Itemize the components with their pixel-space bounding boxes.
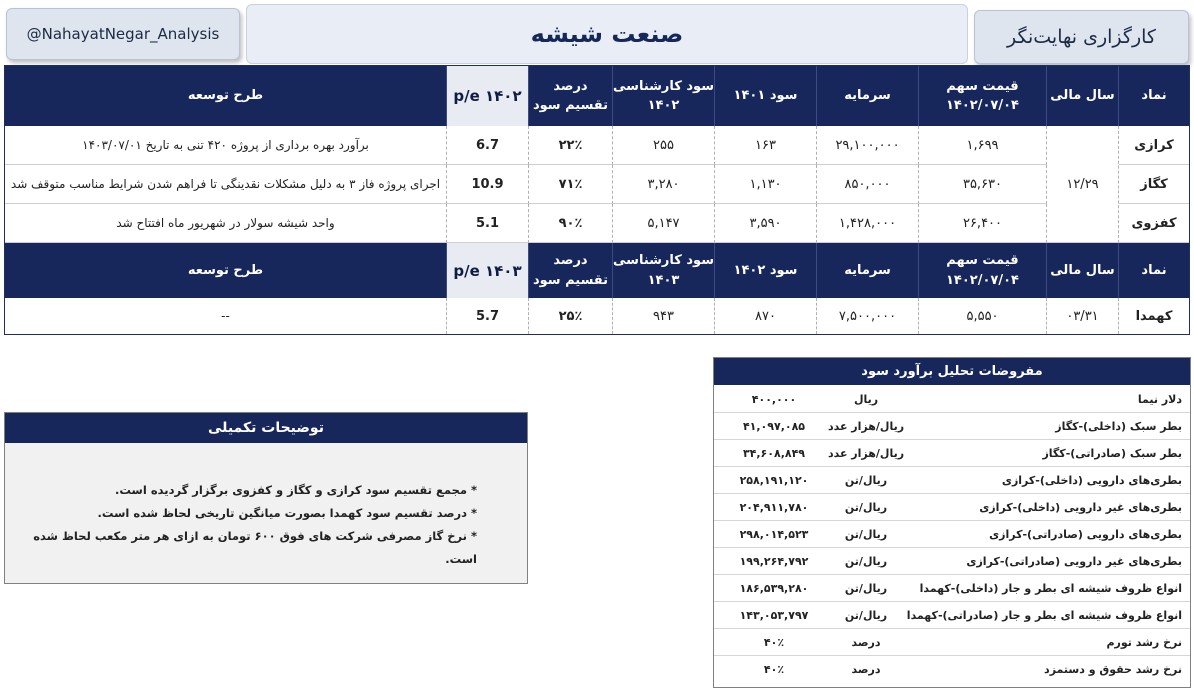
table-row-plan: -- [5, 298, 447, 334]
assumption-label: بطری‌های غیر دارویی (داخلی)-کرازی [979, 501, 1182, 514]
col-header-fiscal-year-2: سال مالی [1047, 243, 1119, 298]
assumption-unit: درصد [851, 636, 881, 649]
col-header-expert-2-l2: ۱۴۰۳ [647, 272, 680, 288]
industry-table [4, 65, 1190, 335]
col-header-expert-2-l1: سود کارشناسی [613, 253, 714, 268]
table-row-pe: 10.9 [447, 165, 529, 204]
table-row-capital: ۷,۵۰۰,۰۰۰ [817, 298, 919, 334]
table-row-profit: ۱۶۳ [715, 126, 817, 165]
assumption-row [714, 467, 1190, 494]
note-item: * مجمع تقسیم سود کرازی و کگاز و کفزوی برگزار گردیده است. [115, 483, 477, 497]
table-row-dps: ۲۲٪ [529, 126, 613, 165]
table-row-profit: ۱,۱۳۰ [715, 165, 817, 204]
assumption-label: بطری‌های دارویی (داخلی)-کرازی [1001, 474, 1182, 487]
table-row-plan: اجرای پروژه فاز ۳ به دلیل مشکلات نقدینگی تا فراهم شدن شرایط مناسب متوقف شد [5, 165, 447, 204]
broker-badge [974, 10, 1189, 64]
assumption-label: بطری‌های دارویی (صادراتی)-کرازی [989, 528, 1182, 541]
table-row-pe: 6.7 [447, 126, 529, 165]
assumption-value: ۲۹۸,۰۱۴,۵۲۳ [739, 528, 809, 541]
assumption-unit: ریال [853, 393, 879, 406]
notes-panel [4, 412, 528, 584]
assumption-value: ۴۰۰,۰۰۰ [751, 393, 797, 406]
table-row-dps: ۹۰٪ [529, 204, 613, 243]
col-header-expert-l1: سود کارشناسی [613, 78, 714, 94]
assumption-label: بطر سبک (داخلی)-کگاز [1055, 420, 1182, 433]
assumption-label: نرخ رشد حقوق و دستمزد [1044, 663, 1182, 676]
col-header-plan-2: طرح توسعه [5, 243, 447, 298]
assumption-value: ۴۱,۰۹۷,۰۸۵ [742, 420, 806, 433]
col-header-symbol-2: نماد [1119, 243, 1189, 298]
table-row-symbol: کرازی [1119, 126, 1189, 165]
col-header-dps-l2: تقسیم سود [532, 98, 609, 113]
col-header-expert-profit [613, 66, 715, 126]
col-header-price [919, 66, 1047, 126]
col-header-pe: p/e ۱۴۰۲ [447, 66, 529, 126]
col-header-profit: سود ۱۴۰۱ [715, 66, 817, 126]
assumption-row [714, 602, 1190, 629]
assumption-row [714, 575, 1190, 602]
notes-title: توضیحات تکمیلی [5, 413, 527, 443]
assumption-unit: ریال/تن [844, 528, 888, 541]
table-row-price: ۲۶,۴۰۰ [919, 204, 1047, 243]
table-row-expert: ۵,۱۴۷ [613, 204, 715, 243]
notes-list [5, 479, 477, 571]
page-title-banner [246, 4, 968, 64]
broker-name: کارگزاری نهایت‌نگر [1007, 26, 1156, 48]
table-row-expert: ۹۴۳ [613, 298, 715, 334]
col-header-expert-profit-2 [613, 243, 715, 298]
table-row-plan: واحد شیشه سولار در شهریور ماه افتتاح شد [5, 204, 447, 243]
table-row-price: ۱,۶۹۹ [919, 126, 1047, 165]
assumption-row [714, 440, 1190, 467]
assumption-unit: ریال/هزار عدد [827, 447, 905, 460]
assumptions-panel [713, 357, 1191, 688]
assumption-row [714, 413, 1190, 440]
assumption-unit: ریال/تن [844, 501, 888, 514]
table-row-profit: ۳,۵۹۰ [715, 204, 817, 243]
col-header-dps-2-l1: درصد [553, 253, 588, 268]
col-header-fiscal-year: سال مالی [1047, 66, 1119, 126]
col-header-price-2-l2: ۱۴۰۲/۰۷/۰۴ [946, 272, 1019, 288]
assumption-value: ۱۸۶,۵۳۹,۲۸۰ [739, 582, 809, 595]
fiscal-year-cell: ۱۲/۲۹ [1047, 126, 1119, 243]
col-header-capital-2: سرمایه [817, 243, 919, 298]
assumption-value: ۲۵۸,۱۹۱,۱۲۰ [739, 474, 809, 487]
note-item: * نرخ گاز مصرفی شرکت های فوق ۶۰۰ تومان به ازای هر متر مکعب لحاظ شده است. [33, 529, 477, 566]
col-header-price-l2: ۱۴۰۲/۰۷/۰۴ [946, 98, 1019, 113]
col-header-dps-2 [529, 243, 613, 298]
assumption-row [714, 656, 1190, 683]
assumption-value: ۳۴,۶۰۸,۸۴۹ [742, 447, 806, 460]
assumption-value: ۴۰٪ [763, 663, 785, 676]
table-row-fiscal-year: ۰۳/۳۱ [1047, 298, 1119, 334]
assumption-unit: ریال/تن [844, 555, 888, 568]
table-row-plan: برآورد بهره برداری از پروژه ۴۲۰ تنی به تاریخ ۱۴۰۳/۰۷/۰۱ [5, 126, 447, 165]
assumption-unit: ریال/تن [844, 609, 888, 622]
assumption-label: نرخ رشد تورم [1106, 636, 1182, 649]
col-header-pe-2: p/e ۱۴۰۳ [447, 243, 529, 298]
table-row-symbol: کگاز [1119, 165, 1189, 204]
col-header-profit-2: سود ۱۴۰۲ [715, 243, 817, 298]
table-row-capital: ۱,۴۲۸,۰۰۰ [817, 204, 919, 243]
col-header-dps-2-l2: تقسیم سود [532, 272, 609, 288]
assumption-label: بطری‌های غیر دارویی (صادراتی)-کرازی [966, 555, 1182, 568]
table-row-dps: ۷۱٪ [529, 165, 613, 204]
table-row-profit: ۸۷۰ [715, 298, 817, 334]
assumption-label: دلار نیما [1137, 393, 1182, 406]
assumption-row [714, 386, 1190, 413]
col-header-price-l1: قیمت سهم [946, 78, 1019, 94]
table-row-expert: ۲۵۵ [613, 126, 715, 165]
table-row-capital: ۸۵۰,۰۰۰ [817, 165, 919, 204]
table-row-pe: 5.7 [447, 298, 529, 334]
assumption-value: ۲۰۴,۹۱۱,۷۸۰ [739, 501, 809, 514]
assumption-value: ۱۹۹,۲۶۴,۷۹۲ [739, 555, 809, 568]
col-header-price-2-l1: قیمت سهم [946, 253, 1019, 268]
col-header-plan: طرح توسعه [5, 66, 447, 126]
assumption-row [714, 548, 1190, 575]
assumption-unit: درصد [851, 663, 881, 676]
page-title: صنعت شیشه [530, 20, 684, 48]
table-row-price: ۵,۵۵۰ [919, 298, 1047, 334]
col-header-dps-l1: درصد [553, 78, 588, 94]
col-header-price-2 [919, 243, 1047, 298]
assumption-value: ۴۰٪ [763, 636, 785, 649]
assumption-label: انواع ظروف شیشه ای بطر و جار (صادراتی)-کهمدا [906, 609, 1182, 622]
assumption-unit: ریال/هزار عدد [827, 420, 905, 433]
assumptions-title: مفروضات تحلیل برآورد سود [714, 358, 1190, 385]
assumption-value: ۱۴۳,۰۵۳,۷۹۷ [739, 609, 809, 622]
col-header-symbol: نماد [1119, 66, 1189, 126]
note-item: * درصد تقسیم سود کهمدا بصورت میانگین تاریخی لحاظ شده است. [97, 506, 477, 520]
col-header-expert-l2: ۱۴۰۲ [647, 98, 680, 113]
table-row-pe: 5.1 [447, 204, 529, 243]
col-header-dps [529, 66, 613, 126]
assumption-row [714, 629, 1190, 656]
table-row-capital: ۲۹,۱۰۰,۰۰۰ [817, 126, 919, 165]
col-header-capital: سرمایه [817, 66, 919, 126]
assumption-unit: ریال/تن [844, 582, 888, 595]
assumption-label: بطر سبک (صادراتی)-کگاز [1042, 447, 1182, 460]
table-row-symbol: کهمدا [1119, 298, 1189, 334]
assumption-row [714, 521, 1190, 548]
assumption-unit: ریال/تن [844, 474, 888, 487]
assumption-label: انواع ظروف شیشه ای بطر و جار (داخلی)-کهمدا [919, 582, 1182, 595]
social-handle: @NahayatNegar_Analysis [26, 25, 220, 43]
table-row-expert: ۳,۲۸۰ [613, 165, 715, 204]
table-row-dps: ۲۵٪ [529, 298, 613, 334]
table-row-symbol: کفزوی [1119, 204, 1189, 243]
handle-badge [6, 8, 240, 60]
table-row-price: ۳۵,۶۳۰ [919, 165, 1047, 204]
assumption-row [714, 494, 1190, 521]
